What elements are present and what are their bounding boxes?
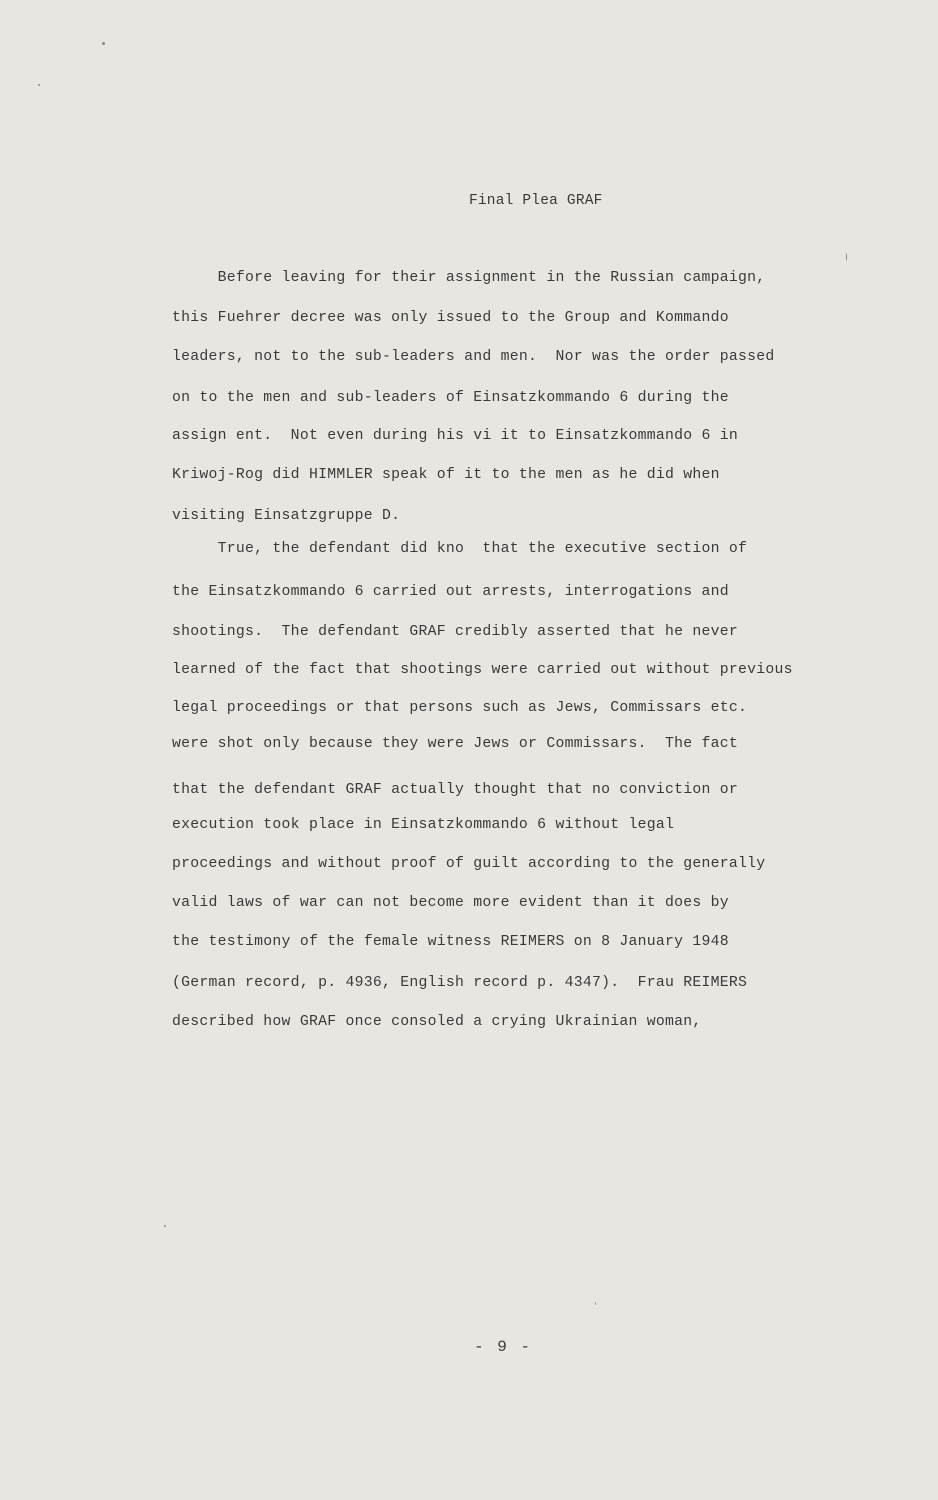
- text-line-2: this Fuehrer decree was only issued to the Group and Kommando: [172, 310, 729, 326]
- text-line-13: were shot only because they were Jews or Commissars. The fact: [172, 736, 739, 752]
- page-number: - 9 -: [474, 1338, 533, 1356]
- text-line-17: valid laws of war can not become more evident than it does by: [172, 895, 729, 911]
- text-line-14: that the defendant GRAF actually thought that no conviction or: [172, 782, 739, 798]
- header-title: Final Plea GRAF: [469, 193, 603, 209]
- text-line-3: leaders, not to the sub-leaders and men. Nor was the order passed: [172, 349, 775, 365]
- text-line-5: assign ent. Not even during his vi it to Einsatzkommando 6 in: [172, 428, 739, 444]
- text-line-16: proceedings and without proof of guilt according to the generally: [172, 856, 766, 872]
- text-line-11: learned of the fact that shootings were carried out without previous: [172, 662, 793, 678]
- paper-speck: [102, 42, 105, 45]
- text-line-9: the Einsatzkommando 6 carried out arrests, interrogations and: [172, 584, 729, 600]
- paper-speck: [846, 253, 847, 261]
- paper-speck: [164, 1225, 166, 1227]
- text-line-19: (German record, p. 4936, English record p. 4347). Frau REIMERS: [172, 975, 748, 991]
- text-line-4: on to the men and sub-leaders of Einsatzkommando 6 during the: [172, 390, 729, 406]
- text-line-12: legal proceedings or that persons such as Jews, Commissars etc.: [172, 700, 748, 716]
- text-line-18: the testimony of the female witness REIMERS on 8 January 1948: [172, 934, 729, 950]
- paper-speck: [38, 84, 40, 86]
- text-line-15: execution took place in Einsatzkommando 6 without legal: [172, 817, 675, 833]
- text-line-20: described how GRAF once consoled a crying Ukrainian woman,: [172, 1014, 702, 1030]
- text-line-7: visiting Einsatzgruppe D.: [172, 508, 401, 524]
- text-line-6: Kriwoj-Rog did HIMMLER speak of it to the men as he did when: [172, 467, 720, 483]
- text-line-1: Before leaving for their assignment in the Russian campaign,: [172, 270, 766, 286]
- paper-speck: [595, 1302, 596, 1305]
- text-line-10: shootings. The defendant GRAF credibly asserted that he never: [172, 624, 739, 640]
- text-line-8: True, the defendant did kno that the executive section of: [172, 541, 748, 557]
